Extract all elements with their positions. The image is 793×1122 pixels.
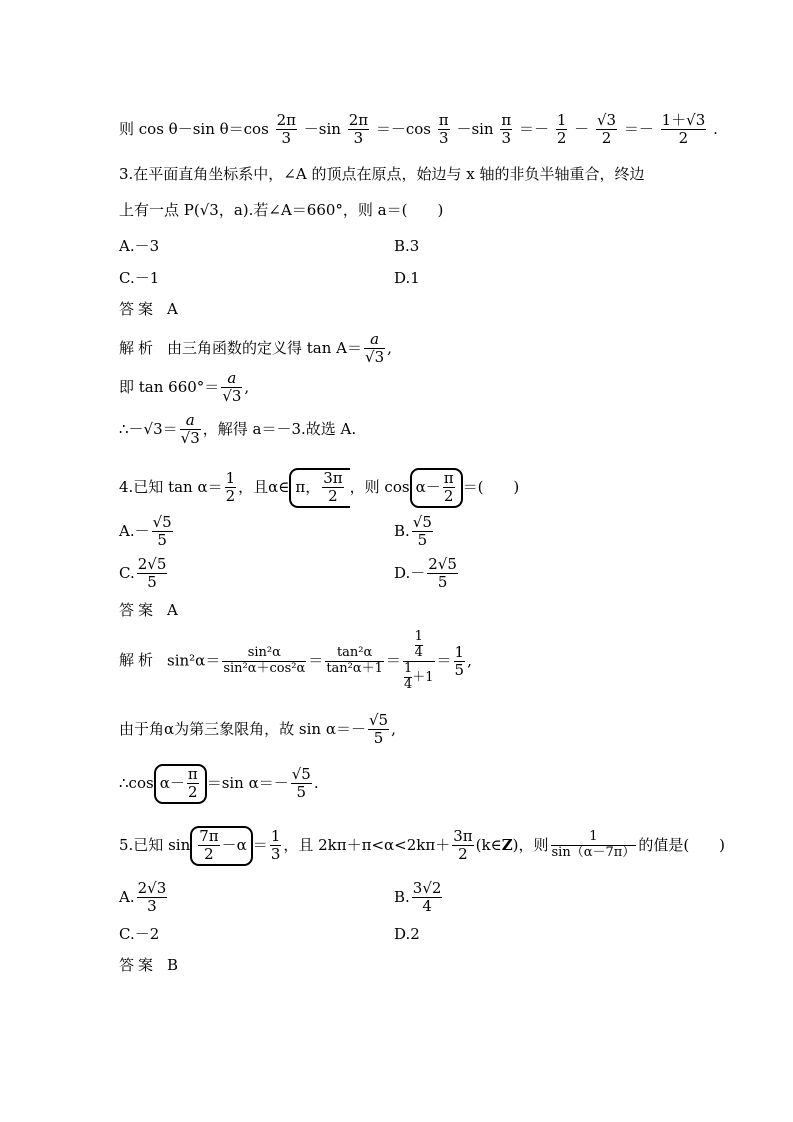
fraction	[187, 766, 199, 802]
denominator: 3	[147, 897, 157, 916]
fraction	[291, 766, 312, 802]
text: A.－	[119, 521, 150, 540]
text: ,	[391, 719, 396, 738]
q4-option-d	[394, 556, 460, 592]
fraction	[225, 470, 237, 506]
text: 5.已知 sin	[119, 835, 191, 854]
q4-option-c	[119, 556, 169, 592]
numerator: tan²α	[325, 646, 384, 662]
denominator: 3	[353, 129, 364, 148]
q4-option-a	[119, 514, 175, 550]
q3-stem-line1: 3.在平面直角坐标系中，∠A 的顶点在原点，始边与 x 轴的非负半轴重合，终边	[119, 165, 645, 183]
text: ,	[467, 651, 472, 670]
text: ＋1	[412, 669, 434, 685]
paren-group	[410, 468, 463, 508]
fraction	[412, 880, 443, 916]
fraction	[596, 112, 617, 148]
fraction	[152, 514, 173, 550]
denominator: 2	[678, 129, 689, 148]
numerator: 2√5	[137, 555, 167, 573]
denominator: 2	[443, 487, 454, 506]
fraction	[454, 644, 466, 680]
numerator: √5	[152, 513, 172, 531]
fraction	[180, 412, 201, 448]
numerator: 2π	[348, 111, 369, 129]
text: D.－	[394, 563, 426, 582]
numerator: π	[187, 765, 198, 783]
text: －	[574, 119, 590, 138]
numerator: √5	[412, 513, 432, 531]
q5-option-d: D.2	[394, 925, 420, 943]
numerator: √3	[596, 111, 617, 129]
denominator: sin²α＋cos²α	[223, 660, 306, 676]
denominator: tan²α＋1	[326, 660, 383, 676]
denominator: 2	[187, 783, 198, 802]
text: ，且α∈	[238, 477, 290, 496]
answer-value: B	[167, 956, 179, 974]
text: －sin	[456, 119, 494, 138]
q5-option-a	[119, 880, 169, 916]
text: －α	[221, 835, 247, 854]
answer-value: A	[167, 601, 178, 619]
denominator: 5	[157, 531, 167, 550]
numerator: 2√5	[428, 555, 457, 573]
text: ，解得 a＝－3.故选 A.	[202, 419, 357, 438]
q3-answer	[119, 302, 178, 317]
text: ，且 2kπ＋π<α<2kπ＋	[283, 835, 451, 854]
numerator: 2π	[276, 111, 296, 129]
text: ,	[244, 377, 250, 396]
fraction	[415, 630, 423, 661]
text: (k∈	[475, 835, 502, 854]
text: 由三角函数的定义得 tan A＝	[167, 338, 363, 357]
text: C.	[119, 563, 135, 582]
text: π，	[295, 477, 321, 496]
numerator: 1	[556, 111, 567, 129]
text: B.	[394, 887, 410, 906]
q3-analysis-line2	[119, 370, 249, 406]
denominator: 3	[281, 129, 292, 148]
text: ，则 cos	[349, 477, 410, 496]
paren-group	[154, 764, 207, 804]
text: 即 tan 660°＝	[119, 377, 220, 396]
text: α－	[415, 477, 441, 496]
paren-group	[190, 826, 253, 866]
denominator: 4	[414, 644, 423, 660]
text: ＝	[252, 835, 268, 854]
text: －sin	[303, 119, 341, 138]
text: ,	[387, 338, 392, 357]
numerator: 1	[225, 469, 236, 487]
numerator: 1＋√3	[661, 111, 706, 129]
q5-option-b	[394, 880, 444, 916]
text: )，则	[512, 835, 549, 854]
answer-label: 答案	[119, 601, 158, 619]
text: .	[313, 773, 319, 792]
fraction	[325, 646, 384, 677]
denominator: 5	[417, 531, 428, 550]
fraction	[198, 828, 219, 864]
compound-fraction	[403, 630, 435, 693]
denominator: 4	[403, 676, 413, 692]
denominator: 5	[296, 783, 307, 802]
text: ＝－cos	[375, 119, 432, 138]
denominator: 2	[204, 845, 214, 864]
numerator: 1	[414, 629, 423, 644]
integer-set-symbol: Z	[501, 835, 513, 854]
q4-option-b	[394, 514, 435, 550]
numerator: π	[438, 111, 449, 129]
q4-analysis-line3	[119, 764, 319, 804]
fraction	[427, 556, 458, 592]
fraction	[404, 662, 412, 693]
q4-analysis-line1	[119, 630, 472, 693]
denominator: 5	[454, 660, 465, 679]
numerator: 3π	[323, 469, 343, 487]
fraction	[452, 828, 473, 864]
text: ＝sin α＝－	[206, 773, 289, 792]
q4-analysis-line2	[119, 712, 396, 748]
text: B.	[394, 521, 410, 540]
fraction	[364, 331, 385, 367]
denominator: √3	[365, 348, 385, 367]
interval-bracket	[289, 468, 349, 508]
denominator: 4	[422, 897, 432, 916]
q5-answer	[119, 958, 178, 973]
denominator	[403, 662, 435, 693]
q3-option-d: D.1	[394, 269, 420, 287]
numerator: 3√2	[412, 879, 442, 897]
numerator: a	[364, 331, 385, 349]
fraction	[270, 828, 282, 864]
numerator: 1	[454, 642, 465, 661]
text: A.	[119, 887, 135, 906]
text: ＝	[308, 651, 324, 670]
denominator: 3	[501, 129, 512, 148]
text: 由于角α为第三象限角，故 sin α＝－	[119, 719, 366, 738]
numerator: a	[180, 412, 201, 430]
fraction	[556, 112, 568, 148]
fraction	[222, 646, 306, 677]
denominator: 5	[147, 573, 157, 592]
text: sin²α＝	[167, 651, 221, 670]
q4-answer	[119, 603, 178, 618]
numerator: √5	[368, 711, 389, 729]
numerator: 2√3	[137, 879, 167, 897]
denominator: √3	[180, 429, 200, 448]
q3-stem-line2: 上有一点 P(√3，a).若∠A＝660°，则 a＝( )	[119, 201, 444, 219]
q3-option-b: B.3	[394, 237, 420, 255]
analysis-label: 解析	[119, 338, 158, 357]
denominator: 2	[458, 845, 468, 864]
text: 4.已知 tan α＝	[119, 477, 223, 496]
denominator: 2	[601, 129, 612, 148]
text: ∴－√3＝	[119, 419, 178, 438]
fraction	[500, 112, 512, 148]
text: ＝	[385, 651, 401, 670]
text: 则 cos θ－sin θ＝cos	[119, 119, 269, 138]
text: ＝－	[623, 119, 654, 138]
numerator: 1	[403, 660, 413, 676]
numerator: sin²α	[222, 646, 306, 662]
text: ∴cos	[119, 773, 154, 792]
fraction	[551, 830, 637, 861]
numerator: a	[221, 370, 242, 388]
numerator: π	[501, 111, 512, 129]
q3-option-a: A.－3	[119, 237, 160, 255]
formula-line-prev	[119, 112, 718, 148]
text: 的值是( )	[638, 835, 726, 854]
fraction	[368, 712, 389, 748]
text: ＝	[436, 651, 452, 670]
fraction	[438, 112, 450, 148]
denominator: 3	[438, 129, 449, 148]
denominator: 3	[270, 845, 281, 864]
answer-value: A	[167, 300, 178, 318]
denominator: 5	[373, 729, 384, 748]
q5-option-c: C.－2	[119, 925, 160, 943]
numerator: 3π	[453, 827, 473, 845]
text: ＝－	[519, 119, 550, 138]
denominator: 2	[225, 487, 236, 506]
denominator: 2	[556, 129, 567, 148]
fraction	[322, 470, 343, 506]
numerator	[403, 630, 435, 662]
fraction	[661, 112, 707, 148]
numerator: 7π	[199, 827, 219, 845]
q4-stem	[119, 468, 519, 508]
fraction	[348, 112, 369, 148]
q3-option-c: C.－1	[119, 269, 160, 287]
answer-label: 答案	[119, 300, 158, 318]
fraction	[276, 112, 297, 148]
q3-analysis-line3	[119, 412, 356, 448]
answer-label: 答案	[119, 956, 158, 974]
analysis-label: 解析	[119, 651, 158, 670]
q3-analysis-line1	[119, 331, 392, 367]
denominator: sin（α－7π）	[551, 845, 636, 861]
numerator: 1	[551, 830, 637, 846]
fraction	[137, 556, 168, 592]
numerator: √5	[291, 765, 311, 783]
numerator: 1	[270, 827, 281, 845]
fraction	[137, 880, 168, 916]
denominator: 5	[437, 573, 448, 592]
fraction	[412, 514, 433, 550]
q5-stem	[119, 826, 725, 866]
fraction	[221, 370, 242, 406]
text: α－	[159, 773, 185, 792]
text: .	[713, 119, 718, 138]
numerator: π	[443, 469, 454, 487]
denominator: 2	[328, 487, 338, 506]
denominator: √3	[222, 387, 242, 406]
fraction	[443, 470, 455, 506]
text: ＝( )	[462, 477, 520, 496]
